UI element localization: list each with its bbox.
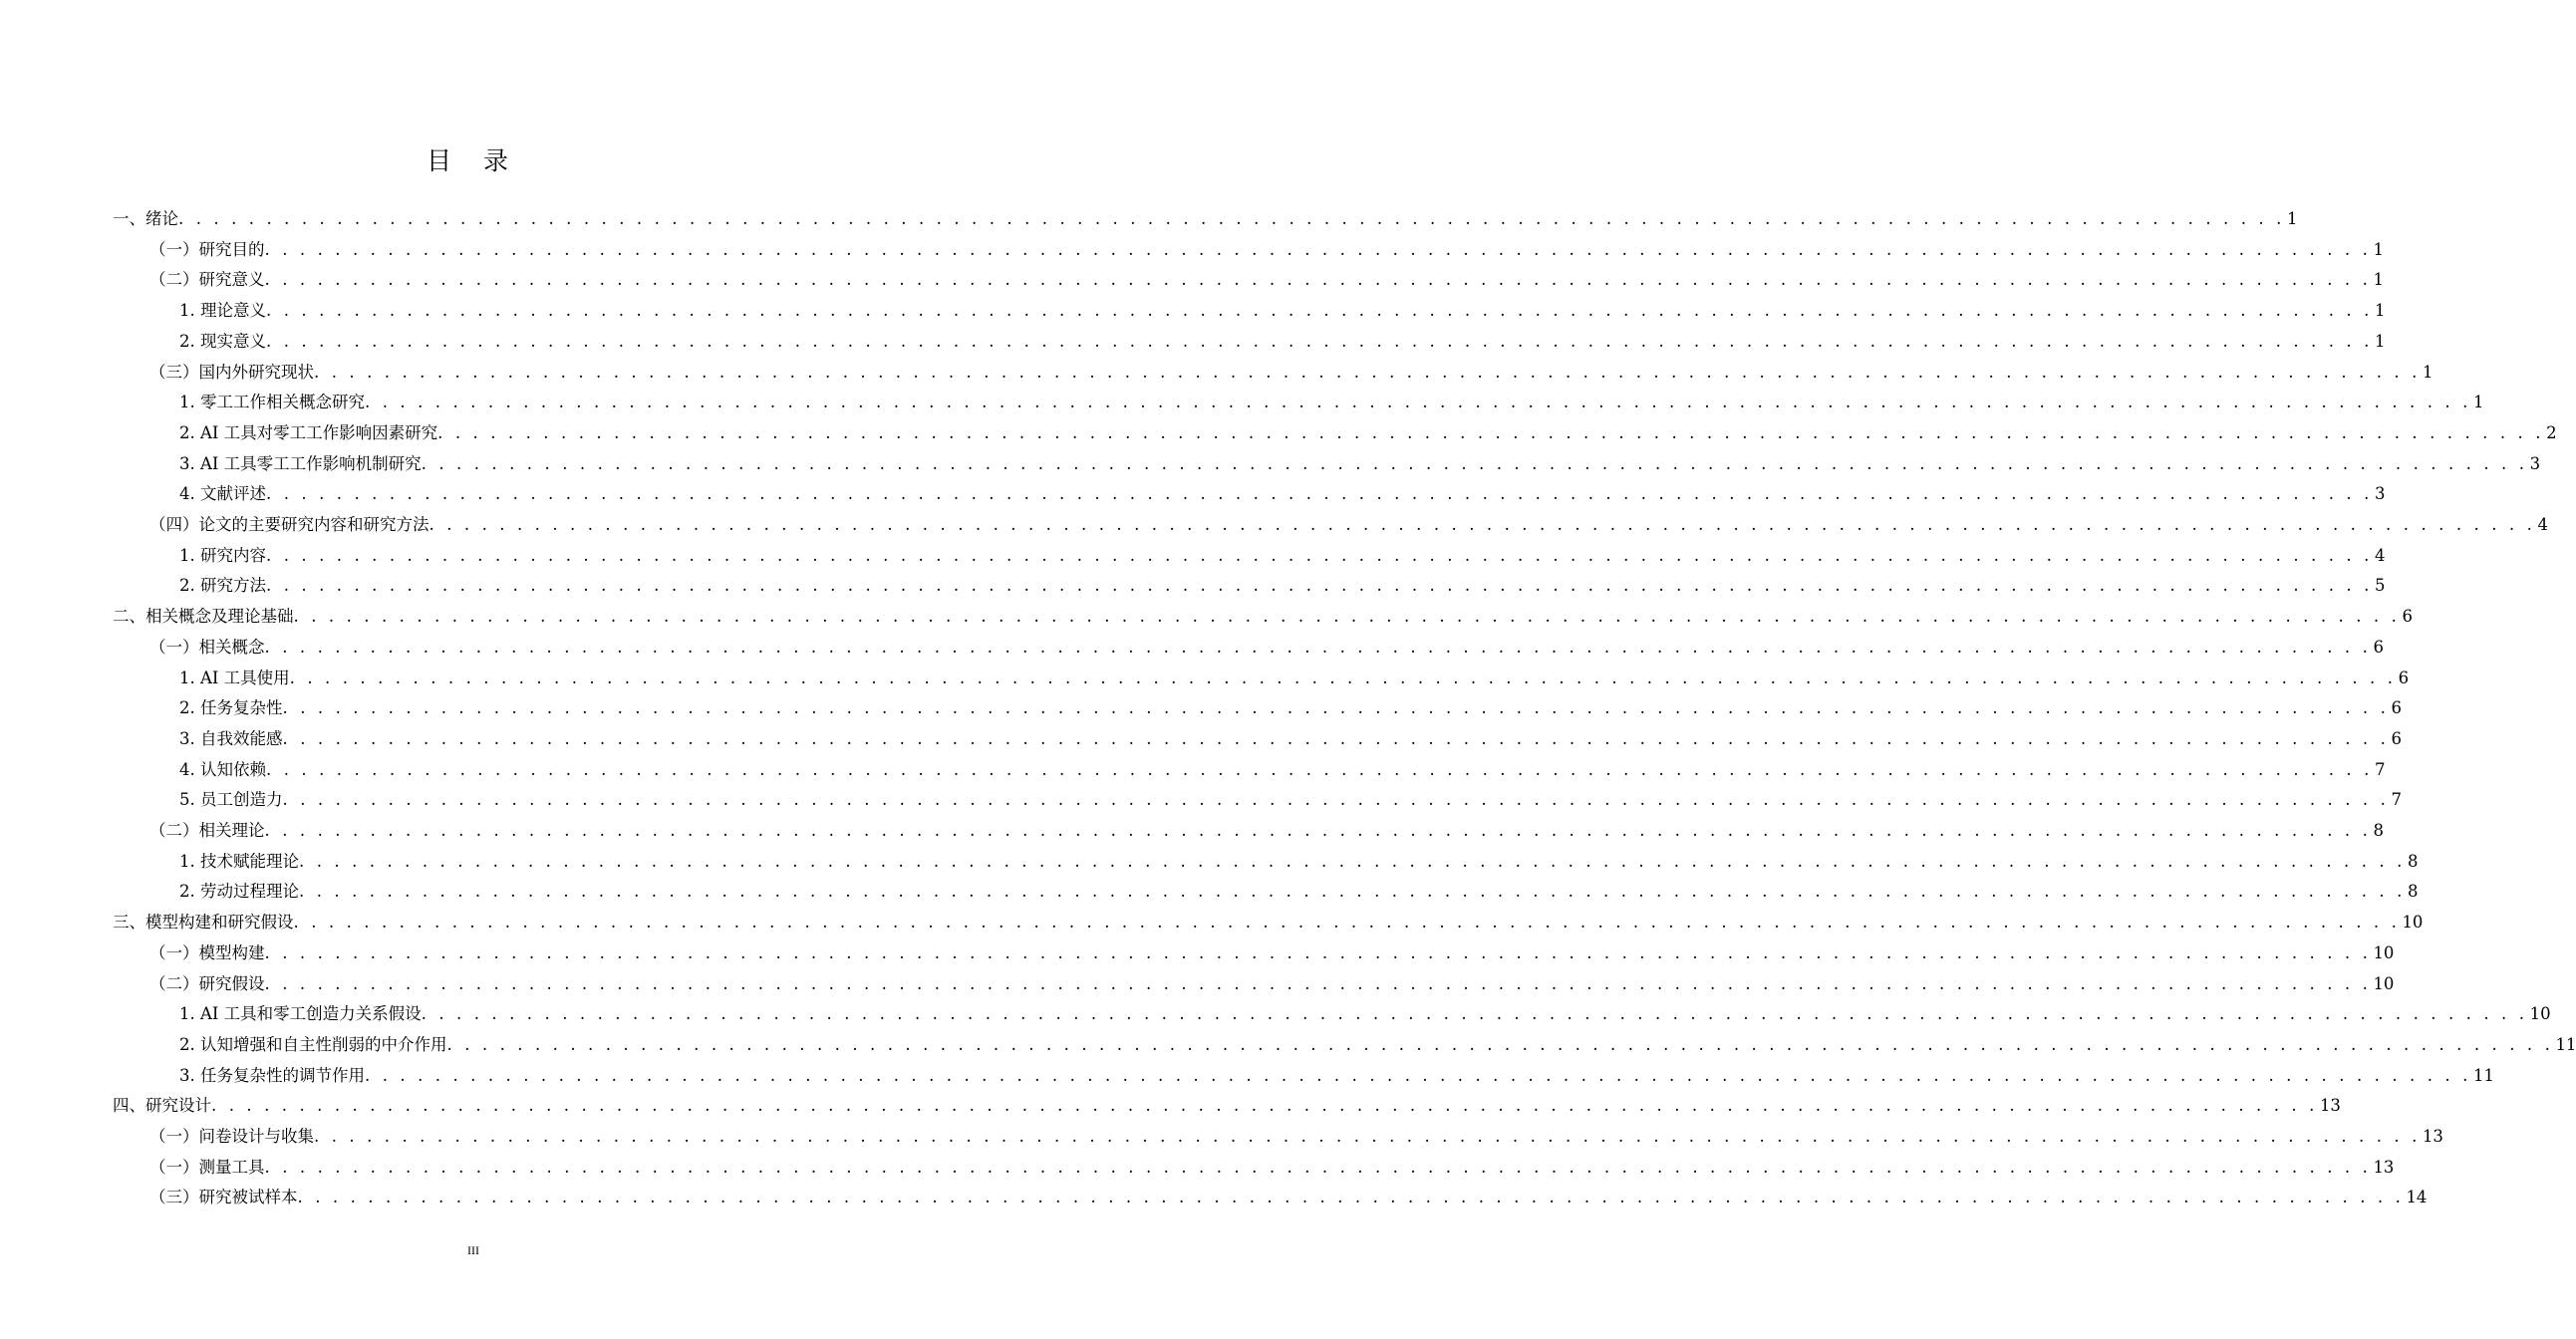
toc-entry-label: 2. 任务复杂性	[179, 698, 283, 718]
toc-entry-page: 10	[2402, 913, 2424, 933]
toc-leader-dots: . . . . . . . . . . . . . . . . . . . . . . . . . . . . . . . . . . . . . . . . . . . . . . . . . . . . . . . . . . . . . . . . . . . . . . . . . . . . . . . . . . . . . . . . . . . . . . . . . . . . . . . . . . . . . . . . . . . . . . . .	[437, 422, 2545, 442]
toc-entry-label: 3. 自我效能感	[179, 728, 283, 748]
toc-entry[interactable]	[179, 328, 2386, 356]
toc-entry-page: 14	[2406, 1188, 2428, 1207]
toc-entry-page: 4	[2374, 545, 2386, 565]
toc-entry-page: 13	[2422, 1127, 2443, 1146]
toc-entry-page: 1	[2472, 393, 2484, 412]
toc-leader-dots: . . . . . . . . . . . . . . . . . . . . . . . . . . . . . . . . . . . . . . . . . . . . . . . . . . . . . . . . . . . . . . . . . . . . . . . . . . . . . . . . . . . . . . . . . . . . . . . . . . . . . . . . . . . . . . . . . . . . . . . .	[293, 913, 2401, 933]
toc-entry[interactable]	[179, 1000, 2551, 1028]
toc-leader-dots: . . . . . . . . . . . . . . . . . . . . . . . . . . . . . . . . . . . . . . . . . . . . . . . . . . . . . . . . . . . . . . . . . . . . . . . . . . . . . . . . . . . . . . . . . . . . . . . . . . . . . . . . . . . . . . . . . . . . . . . .	[264, 973, 2372, 993]
toc-leader-dots: . . . . . . . . . . . . . . . . . . . . . . . . . . . . . . . . . . . . . . . . . . . . . . . . . . . . . . . . . . . . . . . . . . . . . . . . . . . . . . . . . . . . . . . . . . . . . . . . . . . . . . . . . . . . . . . . . . . . . . . .	[365, 1065, 2471, 1085]
toc-entry-label: 2. 现实意义	[179, 331, 266, 351]
toc-entry[interactable]	[179, 1062, 2494, 1090]
toc-leader-dots: . . . . . . . . . . . . . . . . . . . . . . . . . . . . . . . . . . . . . . . . . . . . . . . . . . . . . . . . . . . . . . . . . . . . . . . . . . . . . . . . . . . . . . . . . . . . . . . . . . . . . . . . . . . . . . . . . . . . . . . .	[266, 576, 2373, 596]
toc-entry-label: （二）相关理论	[149, 821, 265, 840]
toc-leader-dots: . . . . . . . . . . . . . . . . . . . . . . . . . . . . . . . . . . . . . . . . . . . . . . . . . . . . . . . . . . . . . . . . . . . . . . . . . . . . . . . . . . . . . . . . . . . . . . . . . . . . . . . . . . . . . . . . . . . . . . . .	[282, 728, 2390, 748]
toc-entry-page: 6	[2373, 637, 2384, 657]
toc-entry-label: 4. 认知依赖	[179, 759, 266, 779]
toc-leader-dots: . . . . . . . . . . . . . . . . . . . . . . . . . . . . . . . . . . . . . . . . . . . . . . . . . . . . . . . . . . . . . . . . . . . . . . . . . . . . . . . . . . . . . . . . . . . . . . . . . . . . . . . . . . . . . . . . . . . . . . . .	[266, 545, 2373, 565]
toc-entry-label: 1. 零工工作相关概念研究	[179, 393, 365, 412]
toc-entry-label: 5. 员工创造力	[179, 790, 283, 810]
toc-leader-dots: . . . . . . . . . . . . . . . . . . . . . . . . . . . . . . . . . . . . . . . . . . . . . . . . . . . . . . . . . . . . . . . . . . . . . . . . . . . . . . . . . . . . . . . . . . . . . . . . . . . . . . . . . . . . . . . . . . . . . . . .	[289, 668, 2397, 687]
toc-entry-page: 10	[2373, 942, 2395, 962]
toc-entry[interactable]	[113, 1092, 2341, 1120]
toc-entry[interactable]	[113, 603, 2413, 631]
toc-entry-page: 10	[2373, 973, 2395, 993]
toc-entry-page: 13	[2373, 1157, 2395, 1177]
toc-entry-page: 4	[2537, 515, 2548, 534]
toc-leader-dots: . . . . . . . . . . . . . . . . . . . . . . . . . . . . . . . . . . . . . . . . . . . . . . . . . . . . . . . . . . . . . . . . . . . . . . . . . . . . . . . . . . . . . . . . . . . . . . . . . . . . . . . . . . . . . . . . . . . . . . . .	[314, 362, 2421, 382]
toc-entry-page: 11	[2472, 1065, 2494, 1085]
toc-entry[interactable]	[149, 1184, 2428, 1211]
toc-leader-dots: . . . . . . . . . . . . . . . . . . . . . . . . . . . . . . . . . . . . . . . . . . . . . . . . . . . . . . . . . . . . . . . . . . . . . . . . . . . . . . . . . . . . . . . . . . . . . . . . . . . . . . . . . . . . . . . . . . . . . . . .	[264, 821, 2372, 840]
toc-entry[interactable]	[179, 572, 2386, 600]
toc-leader-dots: . . . . . . . . . . . . . . . . . . . . . . . . . . . . . . . . . . . . . . . . . . . . . . . . . . . . . . . . . . . . . . . . . . . . . . . . . . . . . . . . . . . . . . . . . . . . . . . . . . . . . . . . . . . . . . . . . . . . . . . .	[293, 607, 2401, 627]
toc-entry-label: 四、研究设计	[113, 1096, 211, 1116]
toc-entry[interactable]	[149, 1154, 2395, 1182]
toc-entry[interactable]	[149, 359, 2433, 387]
toc-leader-dots: . . . . . . . . . . . . . . . . . . . . . . . . . . . . . . . . . . . . . . . . . . . . . . . . . . . . . . . . . . . . . . . . . . . . . . . . . . . . . . . . . . . . . . . . . . . . . . . . . . . . . . . . . . . . . . . . . . . . . . . .	[264, 239, 2372, 259]
toc-entry-page: 1	[2374, 301, 2386, 321]
toc-entry-label: 3. AI 工具零工工作影响机制研究	[179, 453, 422, 473]
toc-entry-label: 1. 技术赋能理论	[179, 851, 299, 871]
toc-entry[interactable]	[149, 511, 2548, 539]
toc-entry-label: （三）研究被试样本	[149, 1188, 298, 1207]
toc-entry-page: 6	[2391, 698, 2402, 718]
toc-leader-dots: . . . . . . . . . . . . . . . . . . . . . . . . . . . . . . . . . . . . . . . . . . . . . . . . . . . . . . . . . . . . . . . . . . . . . . . . . . . . . . . . . . . . . . . . . . . . . . . . . . . . . . . . . . . . . . . . . . . . . . . .	[282, 698, 2390, 718]
page-number-footer: III	[467, 1243, 479, 1257]
toc-entry-page: 1	[2422, 362, 2433, 382]
toc-leader-dots: . . . . . . . . . . . . . . . . . . . . . . . . . . . . . . . . . . . . . . . . . . . . . . . . . . . . . . . . . . . . . . . . . . . . . . . . . . . . . . . . . . . . . . . . . . . . . . . . . . . . . . . . . . . . . . . . . . . . . . . .	[365, 393, 2471, 412]
toc-entry-label: 3. 任务复杂性的调节作用	[179, 1065, 365, 1085]
toc-entry-label: （一）相关概念	[149, 637, 265, 657]
toc-leader-dots: . . . . . . . . . . . . . . . . . . . . . . . . . . . . . . . . . . . . . . . . . . . . . . . . . . . . . . . . . . . . . . . . . . . . . . . . . . . . . . . . . . . . . . . . . . . . . . . . . . . . . . . . . . . . . . . . . . . . . . . .	[264, 942, 2372, 962]
toc-entry-page: 2	[2546, 422, 2557, 442]
toc-entry-label: 三、模型构建和研究假设	[113, 913, 294, 933]
toc-entry[interactable]	[179, 848, 2419, 876]
toc-entry[interactable]	[149, 817, 2384, 845]
toc-entry-label: 2. 劳动过程理论	[179, 882, 299, 902]
toc-leader-dots: . . . . . . . . . . . . . . . . . . . . . . . . . . . . . . . . . . . . . . . . . . . . . . . . . . . . . . . . . . . . . . . . . . . . . . . . . . . . . . . . . . . . . . . . . . . . . . . . . . . . . . . . . . . . . . . . . . . . . . . .	[178, 209, 2285, 228]
toc-entry[interactable]	[179, 419, 2557, 447]
toc-entry-page: 6	[2398, 668, 2410, 687]
toc-entry-label: 1. AI 工具使用	[179, 668, 290, 687]
toc-entry-page: 7	[2391, 790, 2402, 810]
toc-entry[interactable]	[149, 266, 2384, 294]
toc-entry[interactable]	[113, 909, 2424, 937]
toc-entry[interactable]	[149, 939, 2395, 967]
toc-entry-page: 8	[2373, 821, 2384, 840]
toc-entry-page: 10	[2529, 1004, 2551, 1024]
toc-entry-label: （一）问卷设计与收集	[149, 1127, 314, 1146]
toc-leader-dots: . . . . . . . . . . . . . . . . . . . . . . . . . . . . . . . . . . . . . . . . . . . . . . . . . . . . . . . . . . . . . . . . . . . . . . . . . . . . . . . . . . . . . . . . . . . . . . . . . . . . . . . . . . . . . . . . . . . . . . . .	[421, 1004, 2528, 1024]
toc-entry-page: 6	[2391, 728, 2402, 748]
toc-entry[interactable]	[179, 542, 2386, 570]
toc-entry-page: 3	[2529, 453, 2541, 473]
toc-entry-label: 2. 研究方法	[179, 576, 266, 596]
toc-entry-label: （三）国内外研究现状	[149, 362, 314, 382]
toc-leader-dots: . . . . . . . . . . . . . . . . . . . . . . . . . . . . . . . . . . . . . . . . . . . . . . . . . . . . . . . . . . . . . . . . . . . . . . . . . . . . . . . . . . . . . . . . . . . . . . . . . . . . . . . . . . . . . . . . . . . . . . . .	[429, 515, 2536, 534]
toc-leader-dots: . . . . . . . . . . . . . . . . . . . . . . . . . . . . . . . . . . . . . . . . . . . . . . . . . . . . . . . . . . . . . . . . . . . . . . . . . . . . . . . . . . . . . . . . . . . . . . . . . . . . . . . . . . . . . . . . . . . . . . . .	[266, 759, 2373, 779]
toc-entry[interactable]	[179, 450, 2541, 478]
toc-entry-label: （一）模型构建	[149, 942, 265, 962]
toc-entry-label: 2. AI 工具对零工工作影响因素研究	[179, 422, 438, 442]
toc-leader-dots: . . . . . . . . . . . . . . . . . . . . . . . . . . . . . . . . . . . . . . . . . . . . . . . . . . . . . . . . . . . . . . . . . . . . . . . . . . . . . . . . . . . . . . . . . . . . . . . . . . . . . . . . . . . . . . . . . . . . . . . .	[299, 882, 2406, 902]
toc-entry-page: 1	[2373, 239, 2384, 259]
toc-entry[interactable]	[179, 786, 2402, 814]
toc-entry-page: 3	[2374, 484, 2386, 504]
toc-entry-label: （二）研究意义	[149, 270, 265, 290]
toc-entry[interactable]	[179, 665, 2410, 692]
toc-leader-dots: . . . . . . . . . . . . . . . . . . . . . . . . . . . . . . . . . . . . . . . . . . . . . . . . . . . . . . . . . . . . . . . . . . . . . . . . . . . . . . . . . . . . . . . . . . . . . . . . . . . . . . . . . . . . . . . . . . . . . . . .	[266, 301, 2373, 321]
toc-leader-dots: . . . . . . . . . . . . . . . . . . . . . . . . . . . . . . . . . . . . . . . . . . . . . . . . . . . . . . . . . . . . . . . . . . . . . . . . . . . . . . . . . . . . . . . . . . . . . . . . . . . . . . . . . . . . . . . . . . . . . . . .	[299, 851, 2406, 871]
toc-leader-dots: . . . . . . . . . . . . . . . . . . . . . . . . . . . . . . . . . . . . . . . . . . . . . . . . . . . . . . . . . . . . . . . . . . . . . . . . . . . . . . . . . . . . . . . . . . . . . . . . . . . . . . . . . . . . . . . . . . . . . . . .	[421, 453, 2528, 473]
toc-leader-dots: . . . . . . . . . . . . . . . . . . . . . . . . . . . . . . . . . . . . . . . . . . . . . . . . . . . . . . . . . . . . . . . . . . . . . . . . . . . . . . . . . . . . . . . . . . . . . . . . . . . . . . . . . . . . . . . . . . . . . . . .	[264, 1157, 2372, 1177]
toc-leader-dots: . . . . . . . . . . . . . . . . . . . . . . . . . . . . . . . . . . . . . . . . . . . . . . . . . . . . . . . . . . . . . . . . . . . . . . . . . . . . . . . . . . . . . . . . . . . . . . . . . . . . . . . . . . . . . . . . . . . . . . . .	[297, 1188, 2405, 1207]
toc-entry-label: 1. 研究内容	[179, 545, 266, 565]
toc-entry[interactable]	[179, 297, 2386, 325]
toc-entry[interactable]	[179, 756, 2386, 784]
toc-leader-dots: . . . . . . . . . . . . . . . . . . . . . . . . . . . . . . . . . . . . . . . . . . . . . . . . . . . . . . . . . . . . . . . . . . . . . . . . . . . . . . . . . . . . . . . . . . . . . . . . . . . . . . . . . . . . . . . . . . . . . . . .	[266, 331, 2373, 351]
toc-entry-label: 2. 认知增强和自主性削弱的中介作用	[179, 1034, 447, 1054]
toc-entry-label: （四）论文的主要研究内容和研究方法	[149, 515, 429, 534]
toc-entry-page: 1	[2373, 270, 2384, 290]
toc-entry[interactable]	[179, 1031, 2576, 1059]
toc-entry[interactable]	[149, 970, 2395, 998]
toc-leader-dots: . . . . . . . . . . . . . . . . . . . . . . . . . . . . . . . . . . . . . . . . . . . . . . . . . . . . . . . . . . . . . . . . . . . . . . . . . . . . . . . . . . . . . . . . . . . . . . . . . . . . . . . . . . . . . . . . . . . . . . . .	[266, 484, 2373, 504]
toc-entry[interactable]	[179, 878, 2419, 906]
page-title: 目 录	[427, 146, 520, 175]
toc-entry[interactable]	[179, 694, 2402, 722]
toc-entry[interactable]	[149, 1123, 2443, 1151]
toc-leader-dots: . . . . . . . . . . . . . . . . . . . . . . . . . . . . . . . . . . . . . . . . . . . . . . . . . . . . . . . . . . . . . . . . . . . . . . . . . . . . . . . . . . . . . . . . . . . . . . . . . . . . . . . . . . . . . . . . . . . . . . . .	[282, 790, 2390, 810]
toc-leader-dots: . . . . . . . . . . . . . . . . . . . . . . . . . . . . . . . . . . . . . . . . . . . . . . . . . . . . . . . . . . . . . . . . . . . . . . . . . . . . . . . . . . . . . . . . . . . . . . . . . . . . . . . . . . . . . . . . . . . . . . . .	[314, 1127, 2421, 1146]
toc-entry-label: （一）研究目的	[149, 239, 265, 259]
toc-entry-label: 一、绪论	[113, 209, 178, 228]
toc-entry-page: 1	[2286, 209, 2298, 228]
toc-entry-page: 5	[2374, 576, 2386, 596]
toc-entry-label: （一）测量工具	[149, 1157, 265, 1177]
toc-entry-label: 1. AI 工具和零工创造力关系假设	[179, 1004, 422, 1024]
toc-entry-label: 4. 文献评述	[179, 484, 266, 504]
toc-entry-label: （二）研究假设	[149, 973, 265, 993]
toc-entry-label: 1. 理论意义	[179, 301, 266, 321]
toc-entry[interactable]	[179, 480, 2386, 508]
toc-entry[interactable]	[149, 236, 2384, 264]
toc-leader-dots: . . . . . . . . . . . . . . . . . . . . . . . . . . . . . . . . . . . . . . . . . . . . . . . . . . . . . . . . . . . . . . . . . . . . . . . . . . . . . . . . . . . . . . . . . . . . . . . . . . . . . . . . . . . . . . . . . . . . . . . .	[264, 270, 2372, 290]
toc-entry[interactable]	[113, 205, 2298, 233]
toc-entry-page: 8	[2407, 882, 2419, 902]
toc-entry[interactable]	[179, 725, 2402, 753]
toc-leader-dots: . . . . . . . . . . . . . . . . . . . . . . . . . . . . . . . . . . . . . . . . . . . . . . . . . . . . . . . . . . . . . . . . . . . . . . . . . . . . . . . . . . . . . . . . . . . . . . . . . . . . . . . . . . . . . . . . . . . . . . . .	[264, 637, 2372, 657]
toc-entry-label: 二、相关概念及理论基础	[113, 607, 294, 627]
toc-leader-dots: . . . . . . . . . . . . . . . . . . . . . . . . . . . . . . . . . . . . . . . . . . . . . . . . . . . . . . . . . . . . . . . . . . . . . . . . . . . . . . . . . . . . . . . . . . . . . . . . . . . . . . . . . . . . . . . . . . . . . . . .	[211, 1096, 2318, 1116]
toc-leader-dots: . . . . . . . . . . . . . . . . . . . . . . . . . . . . . . . . . . . . . . . . . . . . . . . . . . . . . . . . . . . . . . . . . . . . . . . . . . . . . . . . . . . . . . . . . . . . . . . . . . . . . . . . . . . . . . . . . . . . . . . .	[446, 1034, 2554, 1054]
toc-entry[interactable]	[149, 634, 2384, 662]
toc-entry-page: 11	[2555, 1034, 2576, 1054]
toc-entry-page: 8	[2407, 851, 2419, 871]
toc-entry-page: 1	[2374, 331, 2386, 351]
toc-entry[interactable]	[179, 389, 2484, 416]
toc-entry-page: 7	[2374, 759, 2386, 779]
toc-entry-page: 13	[2319, 1096, 2341, 1116]
toc-entry-page: 6	[2402, 607, 2413, 627]
